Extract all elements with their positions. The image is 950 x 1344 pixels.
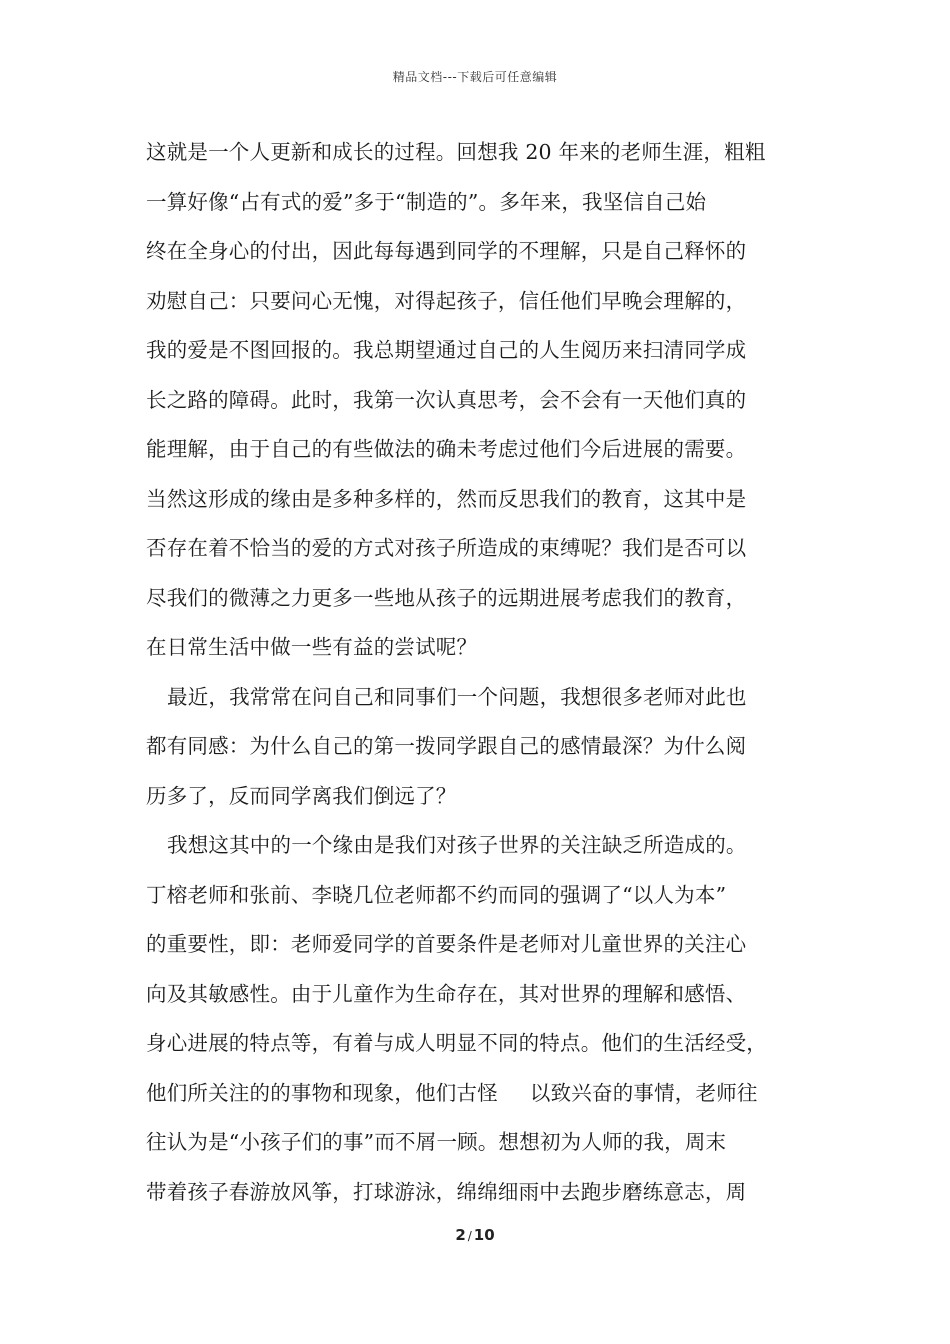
text-line: 身心进展的特点等，有着与成人明显不同的特点。他们的生活经受， bbox=[146, 1031, 767, 1055]
paragraph-start-line: 我想这其中的一个缘由是我们对孩子世界的关注缺乏所造成的。 bbox=[167, 833, 747, 857]
page-header: 精品文档---下载后可任意编辑 bbox=[392, 70, 558, 84]
text-line: 历多了，反而同学离我们倒远了？ bbox=[146, 783, 457, 808]
text-line: 在日常生活中做一些有益的尝试呢？ bbox=[146, 635, 478, 659]
text-line: 劝慰自己：只要问心无愧，对得起孩子，信任他们早晚会理解的， bbox=[146, 288, 747, 313]
text-line: 长之路的障碍。此时，我第一次认真思考，会不会有一天他们真的 bbox=[146, 387, 747, 412]
text-line: 尽我们的微薄之力更多一些地从孩子的远期进展考虑我们的教育， bbox=[146, 585, 747, 610]
text-line: 能理解，由于自己的有些做法的确未考虑过他们今后进展的需要。 bbox=[146, 437, 747, 461]
text-line: 当然这形成的缘由是多种多样的，然而反思我们的教育，这其中是 bbox=[146, 486, 747, 511]
page-separator: / bbox=[467, 1229, 472, 1243]
text-line: 向及其敏感性。由于儿童作为生命存在，其对世界的理解和感悟、 bbox=[146, 981, 747, 1006]
text-line: 带着孩子春游放风筝，打球游泳，绵绵细雨中去跑步磨练意志，周 bbox=[146, 1179, 747, 1204]
text-line: 这就是一个人更新和成长的过程。回想我 20 年来的老师生涯，粗粗 bbox=[146, 140, 766, 164]
current-page-number: 2 bbox=[455, 1226, 466, 1244]
text-line: 终在全身心的付出，因此每每遇到同学的不理解，只是自己释怀的 bbox=[146, 239, 747, 263]
body-text bbox=[146, 128, 816, 1217]
text-line: 丁榕老师和张前、李晓几位老师都不约而同的强调了“以人为本” bbox=[146, 882, 727, 907]
text-segment: 他们所关注的的事物和现象，他们古怪 bbox=[146, 1080, 498, 1105]
text-line: 一算好像“占有式的爱”多于“制造的”。多年来，我坚信自己始 bbox=[146, 189, 707, 214]
paragraph-start-line: 最近，我常常在问自己和同事们一个问题，我想很多老师对此也 bbox=[167, 684, 747, 709]
text-line: 往认为是“小孩子们的事”而不屑一顾。想想初为人师的我，周末 bbox=[146, 1130, 727, 1154]
page-number bbox=[0, 1226, 950, 1244]
text-segment: 以致兴奋的事情，老师往 bbox=[529, 1080, 758, 1105]
text-line-with-gap bbox=[146, 1069, 816, 1119]
text-line: 否存在着不恰当的爱的方式对孩子所造成的束缚呢？我们是否可以 bbox=[146, 536, 747, 560]
text-line: 我的爱是不图回报的。我总期望通过自己的人生阅历来扫清同学成 bbox=[146, 338, 747, 362]
text-line: 都有同感：为什么自己的第一拨同学跟自己的感情最深？为什么阅 bbox=[146, 734, 747, 758]
total-pages-number: 10 bbox=[473, 1226, 495, 1244]
text-line: 的重要性，即：老师爱同学的首要条件是老师对儿童世界的关注心 bbox=[146, 932, 747, 956]
